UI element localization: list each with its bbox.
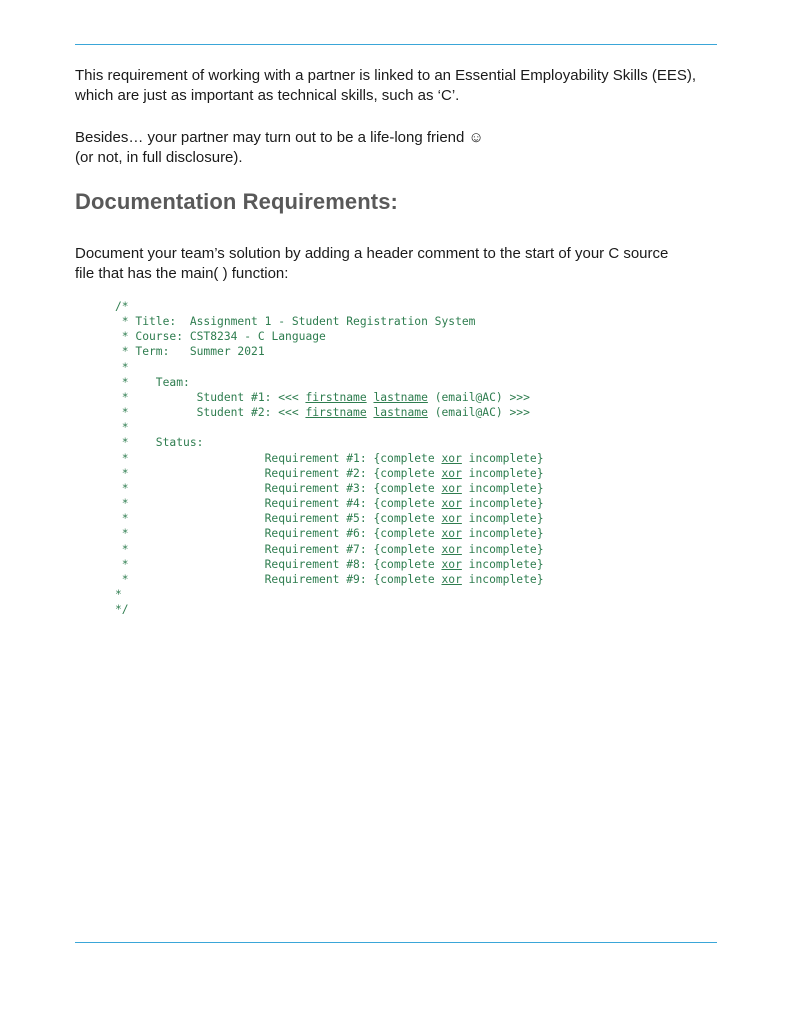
code-term-value: Summer 2021 bbox=[189, 345, 265, 359]
code-requirement-6: * Requirement #6: {complete xor incomplete} bbox=[115, 527, 544, 541]
code-requirement-8: * Requirement #8: {complete xor incomplete} bbox=[115, 557, 544, 571]
bottom-divider bbox=[75, 942, 717, 943]
code-requirement-3: * Requirement #3: {complete xor incomplete} bbox=[115, 481, 544, 495]
code-student-1-label: * Student #1: <<< bbox=[115, 390, 306, 404]
code-title-prefix: * Title: bbox=[115, 315, 190, 329]
code-requirement-2: * Requirement #2: {complete xor incomplete} bbox=[115, 466, 544, 480]
code-line-open: /* bbox=[115, 300, 129, 313]
code-requirement-1: * Requirement #1: {complete xor incomplete} bbox=[115, 451, 544, 465]
code-student-2-email: (email@AC) >>> bbox=[427, 406, 530, 420]
code-student-2-lastname: lastname bbox=[373, 406, 428, 420]
code-title-value: Assignment 1 - Student Registration System bbox=[189, 315, 476, 329]
code-term-prefix: * Term: bbox=[115, 345, 190, 359]
ees-paragraph bbox=[75, 66, 720, 106]
code-requirement-7: * Requirement #7: {complete xor incomplete} bbox=[115, 542, 544, 556]
code-star-line: * bbox=[115, 360, 129, 374]
code-student-2-label: * Student #2: <<< bbox=[115, 406, 306, 420]
ees-paragraph-line-2: which are just as important as technical skills, such as ‘C’. bbox=[75, 87, 460, 104]
documentation-paragraph bbox=[75, 244, 720, 284]
code-student-1-lastname: lastname bbox=[373, 390, 428, 404]
code-student-1-email: (email@AC) >>> bbox=[427, 390, 530, 404]
code-student-2-firstname: firstname bbox=[305, 406, 367, 420]
partner-paragraph-line-2: (or not, in full disclosure). bbox=[75, 149, 243, 166]
partner-paragraph-line-1: Besides… your partner may turn out to be a life-long friend ☺ bbox=[75, 129, 484, 146]
code-course-value: CST8234 - C Language bbox=[189, 330, 326, 344]
ees-paragraph-line-1: This requirement of working with a partner is linked to an Essential Employability Skills (EES), bbox=[75, 67, 697, 84]
section-heading: Documentation Requirements: bbox=[75, 189, 398, 214]
code-course-prefix: * Course: bbox=[115, 330, 190, 344]
code-requirement-4: * Requirement #4: {complete xor incomplete} bbox=[115, 497, 544, 511]
code-last-star: * bbox=[115, 587, 122, 601]
code-student-1-firstname: firstname bbox=[305, 390, 367, 404]
code-star-line: * bbox=[115, 421, 129, 435]
documentation-paragraph-line-1: Document your team’s solution by adding a header comment to the start of your C source bbox=[75, 245, 669, 262]
code-requirement-9: * Requirement #9: {complete xor incomplete} bbox=[115, 572, 544, 586]
code-team-label: * Team: bbox=[115, 375, 190, 389]
code-requirement-5: * Requirement #5: {complete xor incomplete} bbox=[115, 512, 544, 526]
header-comment-code-block bbox=[115, 299, 544, 617]
code-line-close: */ bbox=[115, 603, 129, 617]
code-status-label: * Status: bbox=[115, 436, 204, 450]
top-divider bbox=[75, 44, 717, 45]
documentation-paragraph-line-2: file that has the main( ) function: bbox=[75, 265, 289, 282]
partner-paragraph bbox=[75, 128, 720, 168]
